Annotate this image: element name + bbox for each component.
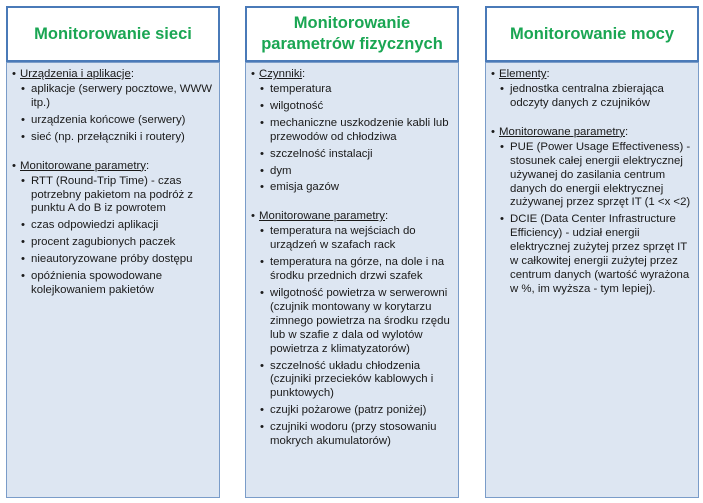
list-item: • RTT (Round-Trip Time) - czas potrzebny pakietom na podróż z punktu A do B iz powrotem	[21, 175, 213, 217]
list-item: • PUE (Power Usage Effectiveness) - stosunek całej energii elektrycznej używanej do zasilania centrum danych do energii elektrycznej zużywanej przez sprzęt IT (1 <x <2)	[500, 141, 692, 211]
list-item: • jednostka centralna zbierająca odczyty danych z czujników	[500, 83, 692, 111]
section-heading: • Elementy:	[491, 67, 692, 81]
column-network-monitoring	[6, 6, 220, 296]
item-list	[251, 83, 452, 195]
list-item: • szczelność instalacji	[260, 148, 452, 162]
list-item: • dym	[260, 165, 452, 179]
column-body	[6, 62, 220, 498]
column-title: Monitorowanie parametrów fizycznych	[261, 14, 443, 53]
section-heading: • Urządzenia i aplikacje:	[12, 67, 213, 81]
column-body	[245, 62, 459, 498]
list-item: • temperatura	[260, 83, 452, 97]
section-heading: • Monitorowane parametry:	[491, 125, 692, 139]
item-list	[251, 225, 452, 449]
list-item: • czujniki wodoru (przy stosowaniu mokrych akumulatorów)	[260, 421, 452, 449]
list-item: • czas odpowiedzi aplikacji	[21, 219, 213, 233]
list-item: • mechaniczne uszkodzenie kabli lub przewodów od chłodziwa	[260, 117, 452, 145]
list-item: • urządzenia końcowe (serwery)	[21, 114, 213, 128]
list-item: • sieć (np. przełączniki i routery)	[21, 131, 213, 145]
column-body	[485, 62, 699, 498]
column-power-monitoring	[485, 6, 699, 295]
column-physical-parameters-monitoring	[245, 6, 459, 448]
item-list	[12, 83, 213, 145]
list-item: • emisja gazów	[260, 181, 452, 195]
section-heading: • Monitorowane parametry:	[251, 209, 452, 223]
section-heading: • Czynniki:	[251, 67, 452, 81]
list-item: • aplikacje (serwery pocztowe, WWW itp.)	[21, 83, 213, 111]
list-item: • czujki pożarowe (patrz poniżej)	[260, 404, 452, 418]
item-list	[491, 141, 692, 297]
list-item: • opóźnienia spowodowane kolejkowaniem pakietów	[21, 270, 213, 298]
list-item: • nieautoryzowane próby dostępu	[21, 253, 213, 267]
list-item: • szczelność układu chłodzenia (czujniki przecieków kablowych i punktowych)	[260, 360, 452, 402]
list-item: • wilgotność	[260, 100, 452, 114]
list-item: • temperatura na wejściach do urządzeń w szafach rack	[260, 225, 452, 253]
section-heading: • Monitorowane parametry:	[12, 159, 213, 173]
list-item: • temperatura na górze, na dole i na środku przednich drzwi szafek	[260, 256, 452, 284]
item-list	[491, 83, 692, 111]
column-title: Monitorowanie sieci	[34, 24, 192, 43]
column-header	[245, 6, 459, 62]
list-item: • procent zagubionych paczek	[21, 236, 213, 250]
column-title: Monitorowanie mocy	[509, 24, 675, 43]
list-item: • wilgotność powietrza w serwerowni (czujnik montowany w korytarzu zimnego powietrza na środku rzędu lub w szafie z dala od wylotów powietrza z klimatyzatorów)	[260, 287, 452, 357]
item-list	[12, 175, 213, 298]
column-header	[6, 6, 220, 62]
column-header	[485, 6, 699, 62]
list-item: • DCIE (Data Center Infrastructure Efficiency) - udział energii elektrycznej zużytej przez sprzęt IT w całkowitej energii zużytej przez centrum danych (wartość wyrażona w %, im wyższa - tym lepiej).	[500, 213, 692, 296]
